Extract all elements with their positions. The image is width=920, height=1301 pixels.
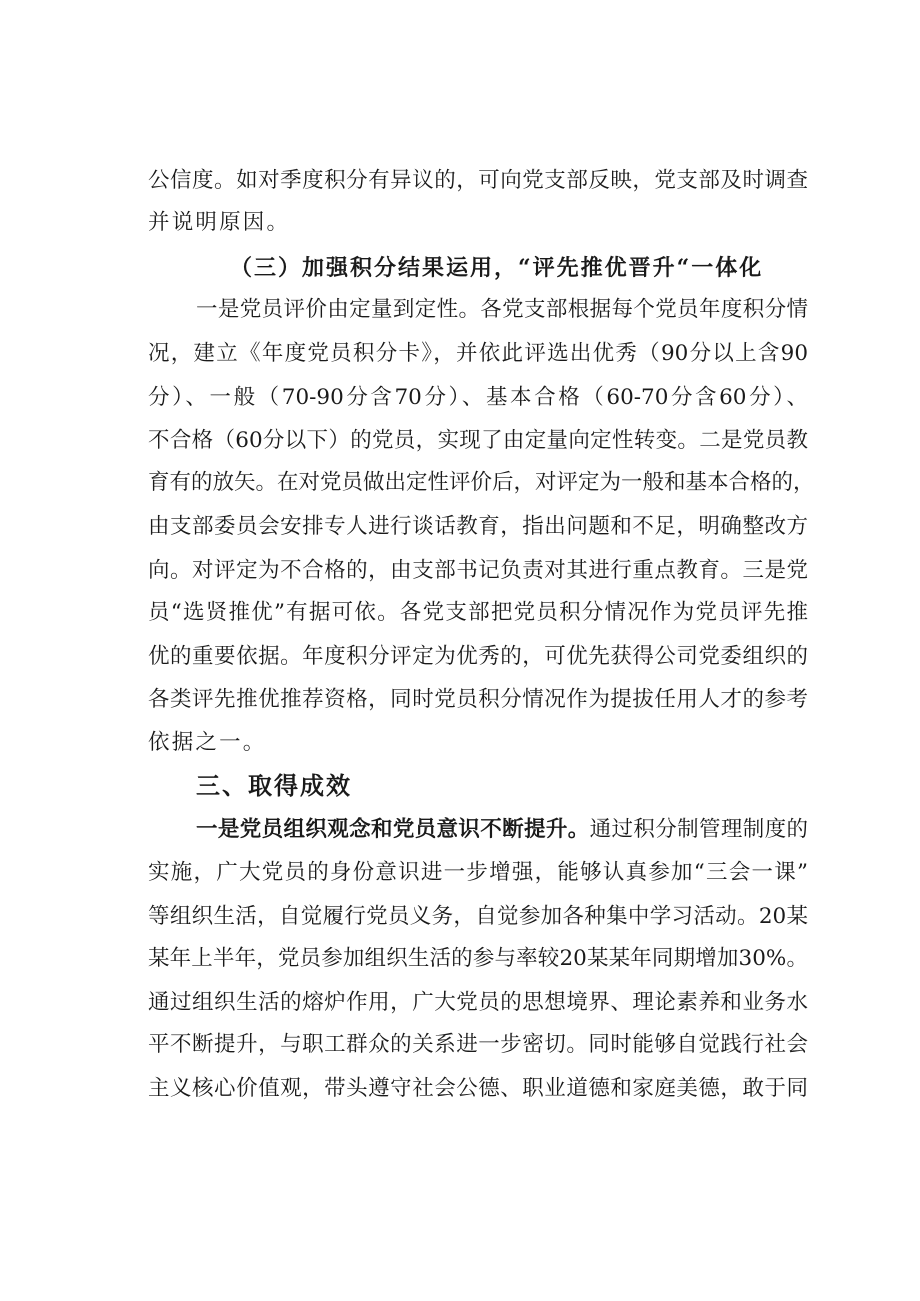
paragraph-line: 各类评先推优推荐资格，同时党员积分情况作为提拔任用人才的参考 [148,687,808,712]
paragraph-line: 某年上半年，党员参加组织生活的参与率较20某某年同期增加30%。 [148,946,808,971]
paragraph-line: 况，建立《年度党员积分卡》，并依此评选出优秀（90分以上含90 [148,341,808,366]
paragraph-line: 并说明原因。 [148,210,291,235]
paragraph-line: 平不断提升，与职工群众的关系进一步密切。同时能够自觉践行社会 [148,1032,808,1057]
bold-lead-text: 一是党员组织观念和党员意识不断提升。 [196,817,590,842]
paragraph-line: 一是党员评价由定量到定性。各党支部根据每个党员年度积分情 [196,297,808,322]
paragraph-line: 依据之一。 [148,730,267,755]
paragraph-line: 员“选贤推优”有据可依。各党支部把党员积分情况作为党员评先推 [148,600,808,625]
paragraph-line: 等组织生活，自觉履行党员义务，自觉参加各种集中学习活动。20某 [148,904,808,929]
paragraph-line: 通过组织生活的熔炉作用，广大党员的思想境界、理论素养和业务水 [148,990,808,1015]
paragraph-line: 公信度。如对季度积分有异议的，可向党支部反映，党支部及时调查 [148,168,808,193]
paragraph-line: 分）、一般（70-90分含70分）、基本合格（60-70分含60分）、 [148,385,808,410]
section-heading: （三）加强积分结果运用，“评先推优晋升“一体化 [230,255,764,281]
chapter-heading: 三、取得成效 [196,772,352,800]
lead-rest-text: 通过积分制管理制度的 [589,817,808,842]
paragraph-line: 育有的放矢。在对党员做出定性评价后，对评定为一般和基本合格的， [148,470,815,495]
paragraph-lead-line [196,815,808,845]
paragraph-line: 主义核心价值观，带头遵守社会公德、职业道德和家庭美德，敢于同 [148,1076,808,1101]
paragraph-line: 优的重要依据。年度积分评定为优秀的，可优先获得公司党委组织的 [148,644,808,669]
paragraph-line: 由支部委员会安排专人进行谈话教育，指出问题和不足，明确整改方 [148,514,808,539]
paragraph-line: 向。对评定为不合格的，由支部书记负责对其进行重点教育。三是党 [148,558,808,583]
paragraph-line: 实施，广大党员的身份意识进一步增强，能够认真参加“三会一课” [148,860,808,885]
paragraph-line: 不合格（60分以下）的党员，实现了由定量向定性转变。二是党员教 [148,428,808,453]
